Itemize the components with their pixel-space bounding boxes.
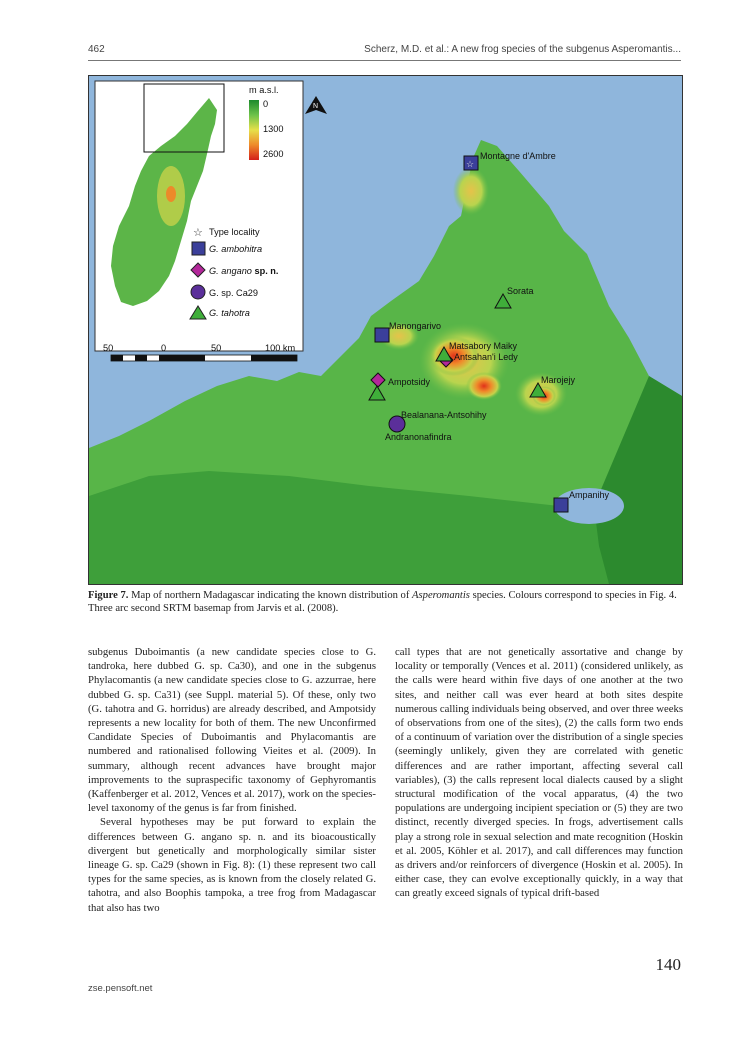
scale-seg-4 (251, 355, 297, 361)
scale-label-50: 50 (211, 343, 222, 353)
body-column-left (88, 645, 376, 915)
label-antsahan: Antsahan'i Ledy (454, 352, 518, 362)
elevation-title: m a.s.l. (249, 85, 279, 95)
scale-seg-1 (111, 355, 123, 361)
highland-ambre (453, 167, 489, 215)
legend-type-locality: Type locality (209, 227, 260, 237)
label-sorata: Sorata (507, 286, 534, 296)
paragraph: Several hypotheses may be put forward to explain the differences between G. angano sp. n. and its bioacoustically divergent but genetically and morphologically similar sister lineage G. sp. Ca29 (shown in Fig. 8): (1) these represent two call types for the same species, as is known from the closely related G. tahotra, and also Boophis tampoka, a tree frog from Madagascar that also has two (88, 816, 376, 914)
north-label: N (313, 103, 319, 110)
caption-label: Figure 7. (88, 590, 129, 601)
label-ampanihy: Ampanihy (569, 490, 610, 500)
circle-icon (191, 285, 205, 299)
map-figure (88, 75, 683, 585)
marker-ampanihy (554, 498, 568, 512)
scale-label-100: 100 km (265, 343, 296, 353)
label-ampotsidy: Ampotsidy (388, 377, 431, 387)
peak-2 (466, 372, 502, 400)
legend-angano: G. angano (209, 266, 252, 276)
caption-text-2: species. Colours correspond to species in Fig. 4. Three arc second SRTM basemap from Jarvis et al. (2008). (88, 590, 677, 614)
label-matsabory: Matsabory Maiky (449, 341, 518, 351)
header-rule (88, 60, 681, 61)
legend-ambohitra: G. ambohitra (209, 244, 263, 254)
header-page-number: 462 (88, 44, 105, 55)
legend-ca29: G. sp. Ca29 (209, 288, 259, 298)
elevation-2600: 2600 (263, 149, 284, 159)
figure-caption (88, 589, 681, 615)
scale-label-0: 0 (161, 343, 167, 353)
star-icon: ☆ (193, 227, 203, 239)
inset-peak (166, 186, 176, 202)
scale-label-50-left: 50 (103, 343, 114, 353)
header-running-title: Scherz, M.D. et al.: A new frog species of the subgenus Asperomantis... (364, 44, 681, 55)
elevation-1300: 1300 (263, 124, 284, 134)
legend-tahotra: G. tahotra (209, 308, 250, 318)
caption-text-1: Map of northern Madagascar indicating the known distribution of (128, 590, 413, 601)
paragraph: subgenus Duboimantis (a new candidate species close to G. tandroka, here dubbed G. sp. Ca30), and one in the subgenus Phylacomantis (a new candidate species close to G. azzurrae, here dubbed G. sp. Ca31) (see Suppl. material 5). Of these, only two (G. tahotra and G. horridus) are already described, and Ampotsidy represents a new locality for both of them. The new Unconfirmed Candidate Species of Duboimantis and Phylacomantis are numbered and rationalised following Vieites et al. (2009). In summary, although recent advances have brought major improvements to the supraspecific taxonomy of Gephyromantis (Kaffenberger et al. 2012, Vences et al. 2017), work on the species-level taxonomy of the genus is far from finished. (88, 646, 376, 815)
legend-angano-suffix: sp. n. (254, 266, 279, 276)
caption-genus: Asperomantis (412, 590, 470, 601)
label-andranonafindra: Andranonafindra (385, 432, 452, 442)
square-icon (192, 242, 205, 255)
elevation-colorbar (249, 100, 259, 160)
scale-seg-2 (135, 355, 147, 361)
scale-seg-3 (159, 355, 205, 361)
legend-angano-row (209, 266, 278, 276)
elevation-0: 0 (263, 99, 269, 109)
label-manongarivo: Manongarivo (389, 321, 442, 331)
type-star-icon: ☆ (466, 159, 475, 169)
label-bealanana: Bealanana-Antsohihy (401, 410, 487, 420)
label-montagne: Montagne d'Ambre (480, 151, 556, 161)
label-marojejy: Marojejy (541, 375, 576, 385)
paragraph: call types that are not genetically assortative and change by locality or temporally (Vences et al. 2011) (considered unlikely, as the calls were heard within five days of one another at the two sites, and neither call was ever heard at both sites despite numerous calling individuals being observed, and over three weeks of observations from one of the sites), (2) the calls form two ends of a continuum of variation over the distribution of a single species (seemingly unlikely, given they are correlated with genetic differences and are rather important, affecting several call variables), (3) the calls represent local dialects caused by a slight structural modification of the vocal apparatus, (4) the two populations are undergoing incipient speciation or (5) they are two distinct, recently diverged species. In frogs, advertisement calls play a strong role in sexual selection and mate recognition (Hoskin et al. 2005, Köhler et al. 2017), and call differences may function as drivers and/or reinforcers of divergence (Hoskin et al. 2005). In either case, they can evolve exceptionally quickly, in a way that can greatly exceed signals of typical drift-based (395, 646, 683, 900)
page-number: 140 (655, 955, 681, 974)
body-column-right (395, 645, 683, 901)
footer-url: zse.pensoft.net (88, 983, 153, 994)
marker-manongarivo (375, 328, 389, 342)
